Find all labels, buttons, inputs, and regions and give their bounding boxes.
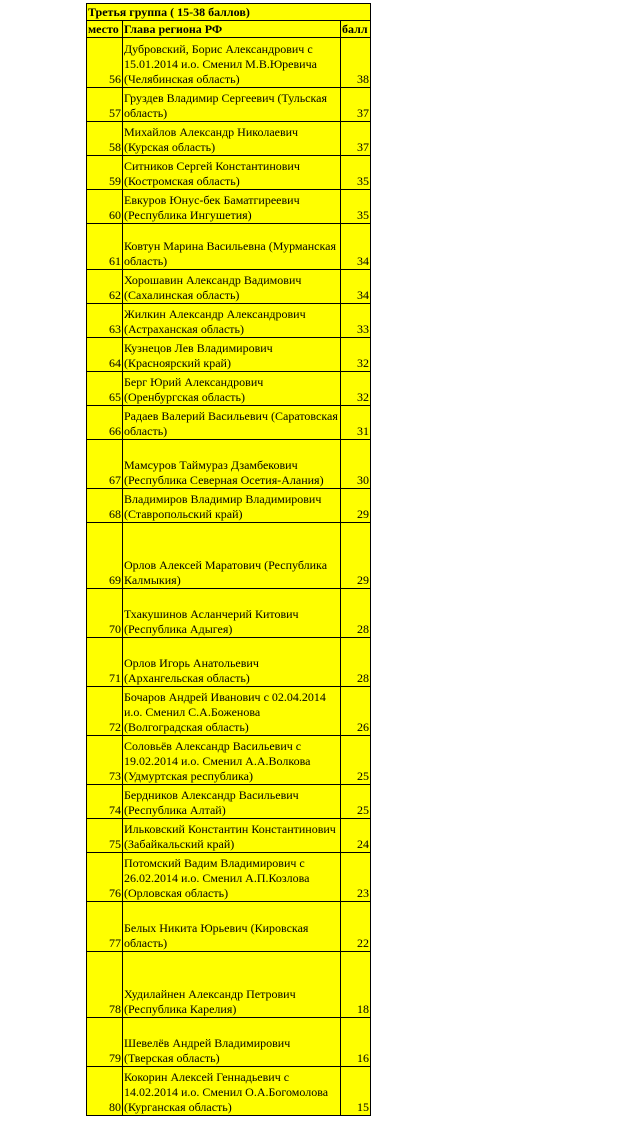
- table-row: [87, 1018, 371, 1067]
- table-row: [87, 190, 371, 224]
- rating-table: [86, 3, 371, 1116]
- place-cell: 79: [87, 1018, 123, 1067]
- table-row: [87, 156, 371, 190]
- score-cell: 35: [341, 190, 371, 224]
- table-row: [87, 122, 371, 156]
- head-cell: Орлов Игорь Анатольевич (Архангельская область): [123, 638, 341, 687]
- head-cell: Ковтун Марина Васильевна (Мурманская область): [123, 224, 341, 270]
- head-cell: Ситников Сергей Константинович (Костромская область): [123, 156, 341, 190]
- place-cell: 80: [87, 1067, 123, 1116]
- table-row: [87, 819, 371, 853]
- head-cell: Берг Юрий Александрович (Оренбургская область): [123, 372, 341, 406]
- table-row: [87, 304, 371, 338]
- place-cell: 71: [87, 638, 123, 687]
- place-cell: 61: [87, 224, 123, 270]
- place-cell: 72: [87, 687, 123, 736]
- table-row: [87, 270, 371, 304]
- head-cell: Потомский Вадим Владимирович с 26.02.2014 и.о. Сменил А.П.Козлова (Орловская область): [123, 853, 341, 902]
- score-cell: 28: [341, 638, 371, 687]
- head-cell: Тхакушинов Асланчерий Китович (Республика Адыгея): [123, 589, 341, 638]
- place-cell: 60: [87, 190, 123, 224]
- header-score: балл: [341, 21, 371, 38]
- score-cell: 35: [341, 156, 371, 190]
- table-row: [87, 902, 371, 952]
- table-row: [87, 406, 371, 440]
- head-cell: Владимиров Владимир Владимирович (Ставропольский край): [123, 489, 341, 523]
- head-cell: Хорошавин Александр Вадимович (Сахалинская область): [123, 270, 341, 304]
- place-cell: 65: [87, 372, 123, 406]
- place-cell: 70: [87, 589, 123, 638]
- table-row: [87, 952, 371, 1018]
- head-cell: Кузнецов Лев Владимирович (Красноярский край): [123, 338, 341, 372]
- head-cell: Мамсуров Таймураз Дзамбекович (Республика Северная Осетия-Алания): [123, 440, 341, 489]
- table-row: [87, 523, 371, 589]
- group-title: Третья группа ( 15-38 баллов): [87, 4, 371, 21]
- head-cell: Михайлов Александр Николаевич (Курская область): [123, 122, 341, 156]
- score-cell: 32: [341, 372, 371, 406]
- place-cell: 58: [87, 122, 123, 156]
- table-row: [87, 589, 371, 638]
- table-row: [87, 785, 371, 819]
- place-cell: 75: [87, 819, 123, 853]
- head-cell: Орлов Алексей Маратович (Республика Калмыкия): [123, 523, 341, 589]
- table-row: [87, 372, 371, 406]
- head-cell: Евкуров Юнус-бек Баматгиреевич (Республика Ингушетия): [123, 190, 341, 224]
- place-cell: 62: [87, 270, 123, 304]
- head-cell: Груздев Владимир Сергеевич (Тульская область): [123, 88, 341, 122]
- place-cell: 78: [87, 952, 123, 1018]
- head-cell: Дубровский, Борис Александрович с 15.01.2014 и.о. Сменил М.В.Юревича (Челябинская область): [123, 38, 341, 88]
- head-cell: Ильковский Константин Константинович (Забайкальский край): [123, 819, 341, 853]
- head-cell: Жилкин Александр Александрович (Астраханская область): [123, 304, 341, 338]
- table-row: [87, 687, 371, 736]
- table-row: [87, 224, 371, 270]
- score-cell: 34: [341, 224, 371, 270]
- score-cell: 26: [341, 687, 371, 736]
- head-cell: Кокорин Алексей Геннадьевич с 14.02.2014 и.о. Сменил О.А.Богомолова (Курганская область): [123, 1067, 341, 1116]
- score-cell: 37: [341, 122, 371, 156]
- head-cell: Соловьёв Александр Васильевич с 19.02.2014 и.о. Сменил А.А.Волкова (Удмуртская республика): [123, 736, 341, 785]
- place-cell: 68: [87, 489, 123, 523]
- table-row: [87, 88, 371, 122]
- score-cell: 30: [341, 440, 371, 489]
- score-cell: 38: [341, 38, 371, 88]
- score-cell: 24: [341, 819, 371, 853]
- score-cell: 22: [341, 902, 371, 952]
- score-cell: 32: [341, 338, 371, 372]
- header-place: место: [87, 21, 123, 38]
- table-row: [87, 489, 371, 523]
- score-cell: 25: [341, 785, 371, 819]
- place-cell: 56: [87, 38, 123, 88]
- score-cell: 28: [341, 589, 371, 638]
- score-cell: 37: [341, 88, 371, 122]
- score-cell: 23: [341, 853, 371, 902]
- place-cell: 77: [87, 902, 123, 952]
- place-cell: 59: [87, 156, 123, 190]
- score-cell: 18: [341, 952, 371, 1018]
- table-row: [87, 736, 371, 785]
- place-cell: 64: [87, 338, 123, 372]
- score-cell: 15: [341, 1067, 371, 1116]
- table-row: [87, 38, 371, 88]
- place-cell: 67: [87, 440, 123, 489]
- place-cell: 63: [87, 304, 123, 338]
- score-cell: 34: [341, 270, 371, 304]
- place-cell: 74: [87, 785, 123, 819]
- place-cell: 73: [87, 736, 123, 785]
- head-cell: Шевелёв Андрей Владимирович (Тверская область): [123, 1018, 341, 1067]
- place-cell: 57: [87, 88, 123, 122]
- head-cell: Бердников Александр Васильевич (Республика Алтай): [123, 785, 341, 819]
- score-cell: 33: [341, 304, 371, 338]
- table-row: [87, 440, 371, 489]
- table-row: [87, 1067, 371, 1116]
- header-head: Глава региона РФ: [123, 21, 341, 38]
- score-cell: 29: [341, 523, 371, 589]
- score-cell: 16: [341, 1018, 371, 1067]
- place-cell: 69: [87, 523, 123, 589]
- table-row: [87, 638, 371, 687]
- head-cell: Радаев Валерий Васильевич (Саратовская область): [123, 406, 341, 440]
- table-row: [87, 853, 371, 902]
- head-cell: Худилайнен Александр Петрович (Республика Карелия): [123, 952, 341, 1018]
- score-cell: 31: [341, 406, 371, 440]
- table-row: [87, 338, 371, 372]
- place-cell: 76: [87, 853, 123, 902]
- head-cell: Белых Никита Юрьевич (Кировская область): [123, 902, 341, 952]
- score-cell: 25: [341, 736, 371, 785]
- score-cell: 29: [341, 489, 371, 523]
- head-cell: Бочаров Андрей Иванович с 02.04.2014 и.о. Сменил С.А.Боженова (Волгоградская область): [123, 687, 341, 736]
- group-title-row: [87, 4, 371, 21]
- header-row: [87, 21, 371, 38]
- place-cell: 66: [87, 406, 123, 440]
